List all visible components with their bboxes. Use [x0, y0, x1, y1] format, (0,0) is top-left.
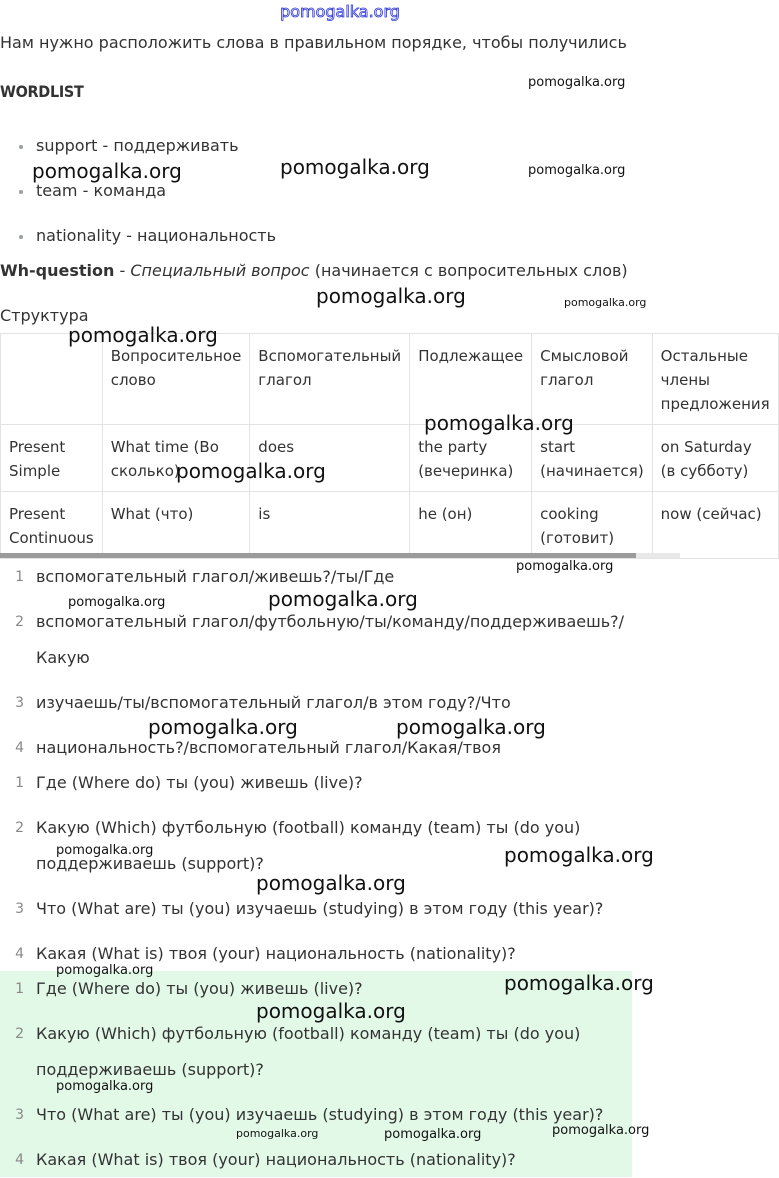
list-number: 2: [15, 820, 24, 836]
answer-item-text: Какую (Which) футбольную (football) команду (team) ты (do you): [36, 1024, 581, 1043]
task-item-text: национальность?/вспомогательный глагол/Какая/твоя: [36, 738, 501, 757]
watermark: pomogalka.org: [424, 411, 574, 435]
table-cell: now (сейчас): [652, 492, 778, 559]
watermark: pomogalka.org: [396, 715, 546, 739]
intro-text: Нам нужно расположить слова в правильном порядке, чтобы получились: [0, 33, 627, 52]
structure-table: [0, 333, 779, 559]
watermark: pomogalka.org: [280, 155, 430, 179]
table-row: [1, 425, 779, 492]
task-item-text: вспомогательный глагол/живешь?/ты/Где: [36, 567, 395, 586]
table-header-cell: Подлежащее: [410, 334, 532, 425]
list-number: 3: [15, 695, 24, 711]
structure-label: Структура: [0, 306, 89, 325]
table-cell: on Saturday (в субботу): [652, 425, 778, 492]
table-cell: the party (вечеринка): [410, 425, 532, 492]
watermark: pomogalka.org: [504, 971, 654, 995]
table-header-cell: Вспомогательный глагол: [250, 334, 410, 425]
wordlist-heading: WORDLIST: [0, 82, 84, 101]
table-cell: Present Continuous: [1, 492, 103, 559]
table-header-row: [1, 334, 779, 425]
list-item: team - команда: [36, 181, 167, 200]
answer-item-text: Какая (What is) твоя (your) национальность (nationality)?: [36, 1150, 516, 1169]
watermark: pomogalka.org: [56, 1079, 154, 1094]
list-number: 2: [15, 614, 24, 630]
list-item: support - поддерживать: [36, 136, 239, 155]
list-number: 4: [15, 740, 24, 756]
watermark: pomogalka.org: [384, 1127, 482, 1142]
site-header-link[interactable]: pomogalka.org: [280, 2, 400, 21]
watermark: pomogalka.org: [564, 296, 647, 309]
list-item: nationality - национальность: [36, 226, 277, 245]
watermark: pomogalka.org: [268, 587, 418, 611]
wh-question-ru: Специальный вопрос: [130, 261, 310, 280]
table-header-cell: [1, 334, 103, 425]
table-cell: What (что): [102, 492, 250, 559]
watermark: pomogalka.org: [316, 284, 466, 308]
watermark: pomogalka.org: [176, 459, 326, 483]
table-cell: start (начинается): [532, 425, 653, 492]
watermark: pomogalka.org: [504, 843, 654, 867]
table-cell: Present Simple: [1, 425, 103, 492]
table-cell: cooking (готовит): [532, 492, 653, 559]
task-item-text: Какую: [36, 648, 90, 667]
hint-item-text: Какую (Which) футбольную (football) команду (team) ты (do you): [36, 818, 581, 837]
watermark: pomogalka.org: [148, 715, 298, 739]
watermark: pomogalka.org: [32, 159, 182, 183]
table-scrollbar-thumb[interactable]: [0, 553, 636, 558]
dash: -: [114, 261, 131, 280]
task-item-text: вспомогательный глагол/футбольную/ты/команду/поддерживаешь?/: [36, 612, 625, 631]
hint-item-text: поддерживаешь (support)?: [36, 854, 264, 873]
wh-question-term: Wh-question: [0, 261, 115, 280]
table-cell: he (он): [410, 492, 532, 559]
watermark: pomogalka.org: [56, 843, 154, 858]
watermark: pomogalka.org: [68, 323, 218, 347]
wh-question-line: [0, 261, 628, 280]
answer-item-text: Что (What are) ты (you) изучаешь (studying) в этом году (this year)?: [36, 1105, 604, 1124]
list-number: 2: [15, 1026, 24, 1042]
list-number: 3: [15, 901, 24, 917]
bullet-icon: [19, 235, 23, 239]
task-item-text: изучаешь/ты/вспомогательный глагол/в этом году?/Что: [36, 693, 511, 712]
watermark: pomogalka.org: [256, 871, 406, 895]
list-number: 1: [15, 775, 24, 791]
watermark: pomogalka.org: [528, 163, 626, 178]
hint-item-text: Какая (What is) твоя (your) национальность (nationality)?: [36, 944, 516, 963]
list-number: 4: [15, 946, 24, 962]
table-header-cell: Остальные члены предложения: [652, 334, 778, 425]
watermark: pomogalka.org: [68, 595, 166, 610]
table-header-cell: Вопросительное слово: [102, 334, 250, 425]
bullet-icon: [19, 190, 23, 194]
table-row: [1, 492, 779, 559]
hint-item-text: Что (What are) ты (you) изучаешь (studying) в этом году (this year)?: [36, 899, 604, 918]
table-cell: What time (Во сколько): [102, 425, 250, 492]
answer-item-text: Где (Where do) ты (you) живешь (live)?: [36, 979, 363, 998]
list-number: 1: [15, 569, 24, 585]
structure-table-scroll[interactable]: [0, 333, 770, 558]
answer-item-text: поддерживаешь (support)?: [36, 1060, 264, 1079]
table-cell: does: [250, 425, 410, 492]
watermark: pomogalka.org: [516, 559, 614, 574]
watermark: pomogalka.org: [56, 963, 154, 978]
watermark: pomogalka.org: [256, 999, 406, 1023]
watermark: pomogalka.org: [528, 75, 626, 90]
wh-question-note: (начинается с вопросительных слов): [309, 261, 628, 280]
hint-item-text: Где (Where do) ты (you) живешь (live)?: [36, 773, 363, 792]
table-cell: is: [250, 492, 410, 559]
list-number: 1: [15, 981, 24, 997]
list-number: 4: [15, 1152, 24, 1168]
bullet-icon: [19, 145, 23, 149]
table-header-cell: Смысловой глагол: [532, 334, 653, 425]
list-number: 3: [15, 1107, 24, 1123]
watermark: pomogalka.org: [552, 1123, 650, 1138]
watermark: pomogalka.org: [236, 1127, 319, 1140]
